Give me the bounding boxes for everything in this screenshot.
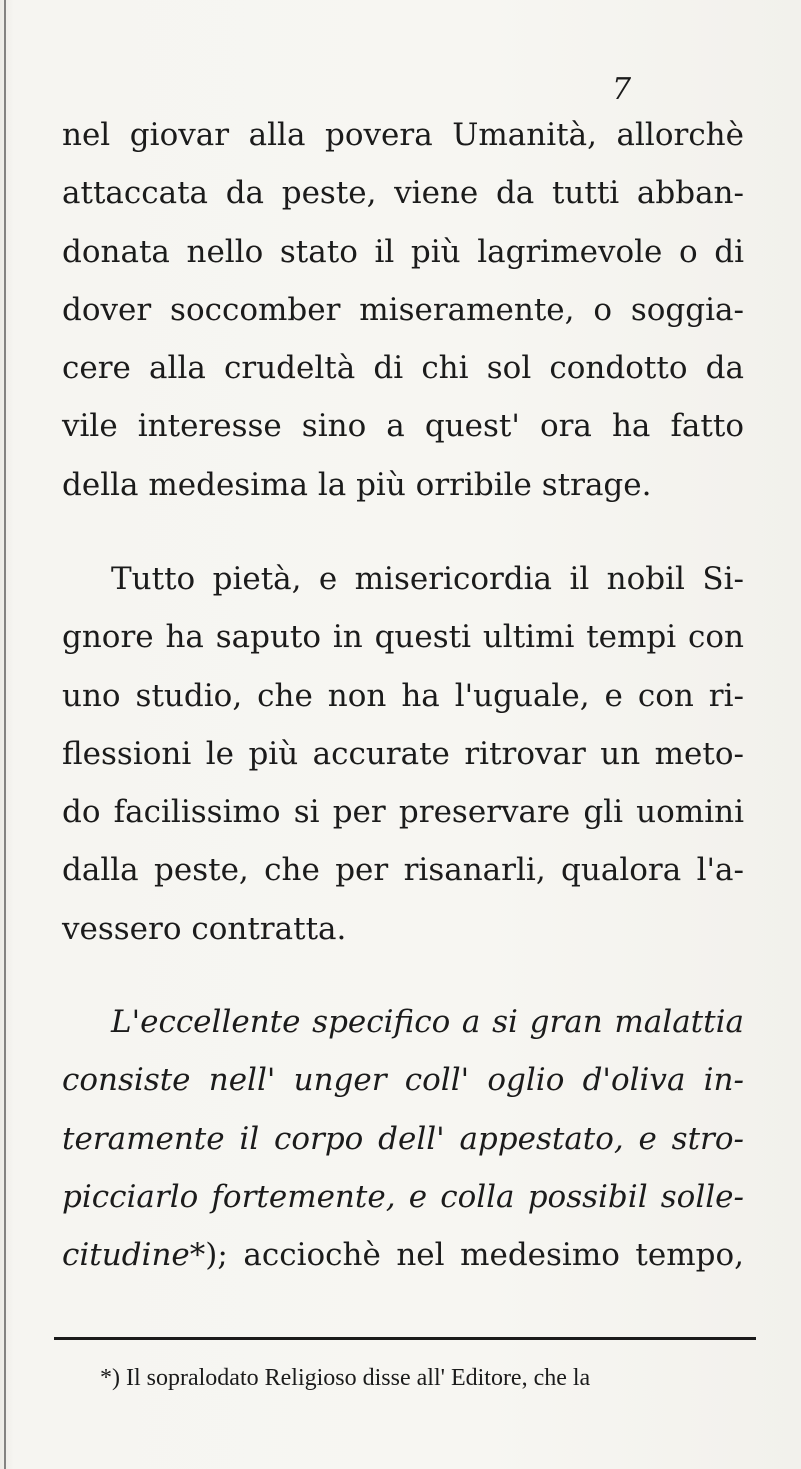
italic-word: citudine: [62, 1237, 190, 1274]
text-line: della medesima la più orribile strage.: [62, 466, 652, 503]
text-line: gnore ha saputo in questi ultimi tempi con: [62, 619, 744, 656]
text-line: picciarlo fortemente, e colla possibil solle-: [62, 1178, 744, 1215]
text-line: vile interesse sino a quest' ora ha fatto: [62, 408, 744, 445]
text-line: dalla peste, che per risanarli, qualora l'a-: [62, 852, 744, 889]
footnote-divider: [54, 1337, 756, 1340]
paragraph-2: [62, 550, 744, 958]
text-line: attaccata da peste, viene da tutti abban-: [62, 175, 744, 212]
footnote-marker: *): [189, 1237, 218, 1274]
text-line-mixed: [62, 1226, 744, 1284]
text-line: L'eccellente specifico a si gran malattia: [111, 1004, 744, 1040]
page-number: 7: [612, 72, 632, 107]
text-line: consiste nell' unger coll' oglio d'oliva in-: [62, 1062, 744, 1099]
text-line: dover soccomber miseramente, o soggia-: [62, 291, 744, 328]
text-line: cere alla crudeltà di chi sol condotto da: [62, 350, 744, 387]
text-line: uno studio, che non ha l'uguale, e con ri-: [62, 677, 744, 714]
text-line: teramente il corpo dell' appestato, e stro-: [62, 1120, 744, 1157]
text-line: vessero contratta.: [62, 910, 347, 947]
text-line: Tutto pietà, e misericordia il nobil Si-: [111, 561, 744, 597]
paragraph-3: [62, 993, 744, 1284]
paragraph-1: [62, 106, 744, 514]
text-line: nel giovar alla povera Umanità, allorchè: [62, 117, 744, 153]
text-line: flessioni le più accurate ritrovar un meto-: [62, 735, 744, 772]
text-line: do facilissimo si per preservare gli uomini: [62, 794, 744, 831]
text-line: donata nello stato il più lagrimevole o di: [62, 233, 744, 270]
text-line-rest: ; acciochè nel medesimo tempo,: [217, 1237, 744, 1274]
page-edge-shadow: [4, 0, 6, 1469]
footnote: *) Il sopralodato Religioso disse all' Editore, che la: [100, 1365, 591, 1391]
